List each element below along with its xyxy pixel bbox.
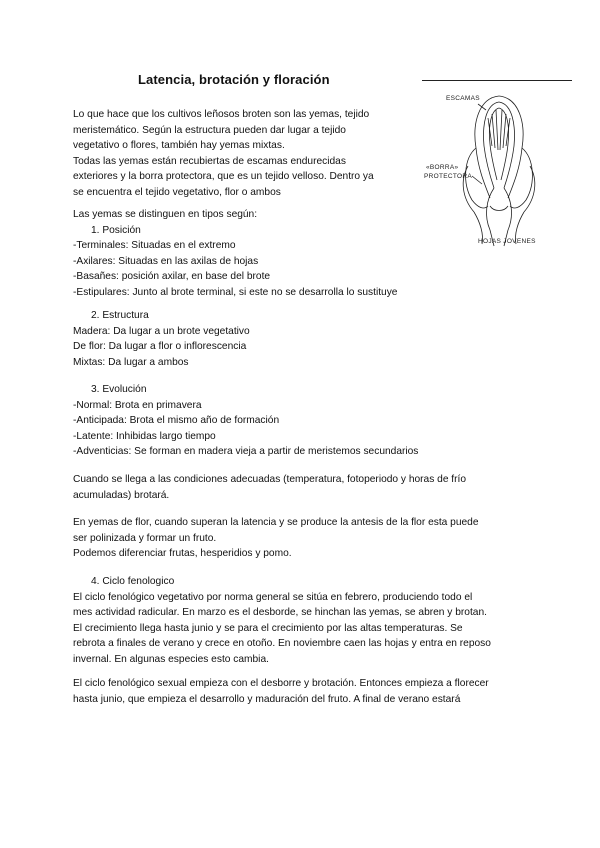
text-line: Lo que hace que los cultivos leñosos broten son las yemas, tejido xyxy=(73,109,370,120)
text-line: mes actividad radicular. En marzo es el desborde, se hinchan las yemas, se abren y brotan. xyxy=(73,607,487,618)
list-item: -Basañes: posición axilar, en base del brote xyxy=(73,271,271,282)
evolucion-section xyxy=(73,382,418,460)
label-young-leaves: HOJAS JOVENES xyxy=(478,238,536,245)
text-line: se encuentra el tejido vegetativo, flor o ambos xyxy=(73,186,281,198)
text-line: El ciclo fenológico sexual empieza con el desborre y brotación. Entonces empieza a florecer xyxy=(73,678,489,689)
estructura-section xyxy=(73,308,250,370)
text-line: hasta junio, que empieza el desarrollo y maduración del fruto. A final de verano estará xyxy=(73,693,461,705)
text-line: ser polinizada y formar un fruto. xyxy=(73,532,217,544)
text-line: invernal. En algunas especies esto cambia. xyxy=(73,653,269,665)
list-item: -Normal: Brota en primavera xyxy=(73,399,202,411)
conditions-paragraph xyxy=(73,472,466,503)
text-line: rebrota a finales de verano y crece en otoño. En noviembre caen las hojas y entra en reposo xyxy=(73,638,491,649)
list-item: -Terminales: Situadas en el extremo xyxy=(73,240,236,251)
section-heading-estructura: 2. Estructura xyxy=(91,310,149,321)
list-item: -Anticipada: Brota el mismo año de formación xyxy=(73,415,280,426)
text-line: El ciclo fenológico vegetativo por norma general se sitúa en febrero, produciendo todo el xyxy=(73,591,473,603)
types-intro: Las yemas se distinguen en tipos según: xyxy=(73,209,258,220)
text-line: Podemos diferenciar frutas, hesperidios y pomo. xyxy=(73,548,292,559)
list-item: Mixtas: Da lugar a ambos xyxy=(73,356,189,368)
text-line: acumuladas) brotará. xyxy=(73,489,170,501)
text-line: exteriores y la borra protectora, que es un tejido velloso. Dentro ya xyxy=(73,171,374,182)
label-borra-1: «BORRA» xyxy=(426,164,459,171)
section-heading-posicion: 1. Posición xyxy=(91,224,141,236)
ciclo-section xyxy=(73,574,491,667)
list-item: -Estipulares: Junto al brote terminal, si este no se desarrolla lo sustituye xyxy=(73,286,398,298)
list-item: Madera: Da lugar a un brote vegetativo xyxy=(73,325,250,337)
list-item: -Adventicias: Se forman en madera vieja a partir de meristemos secundarios xyxy=(73,446,419,457)
text-line: vegetativo o flores, también hay yemas mixtas. xyxy=(73,140,285,151)
label-borra-2: PROTECTORA xyxy=(424,173,473,180)
flower-paragraph xyxy=(73,515,479,562)
intro-paragraph xyxy=(73,107,374,200)
text-line: El crecimiento llega hasta junio y se para el crecimiento por las altas temperaturas. Se xyxy=(73,622,463,634)
list-item: -Axilares: Situadas en las axilas de hojas xyxy=(73,255,259,267)
bud-illustration xyxy=(424,88,574,253)
label-scales: ESCAMAS xyxy=(446,95,480,102)
page-title: Latencia, brotación y floración xyxy=(138,72,330,87)
text-line: En yemas de flor, cuando superan la latencia y se produce la antesis de la flor esta puede xyxy=(73,517,479,528)
section-heading-evolucion: 3. Evolución xyxy=(91,384,147,395)
text-line: meristemático. Según la estructura pueden dar lugar a tejido xyxy=(73,124,346,136)
title-rule xyxy=(422,80,572,81)
section-heading-ciclo: 4. Ciclo fenologico xyxy=(91,576,175,587)
list-item: De flor: Da lugar a flor o inflorescencia xyxy=(73,341,247,352)
types-section xyxy=(73,207,397,300)
text-line: Todas las yemas están recubiertas de escamas endurecidas xyxy=(73,155,346,167)
list-item: -Latente: Inhibidas largo tiempo xyxy=(73,430,216,442)
text-line: Cuando se llega a las condiciones adecuadas (temperatura, fotoperiodo y horas de frío xyxy=(73,474,467,485)
sexual-cycle-paragraph xyxy=(73,676,489,707)
